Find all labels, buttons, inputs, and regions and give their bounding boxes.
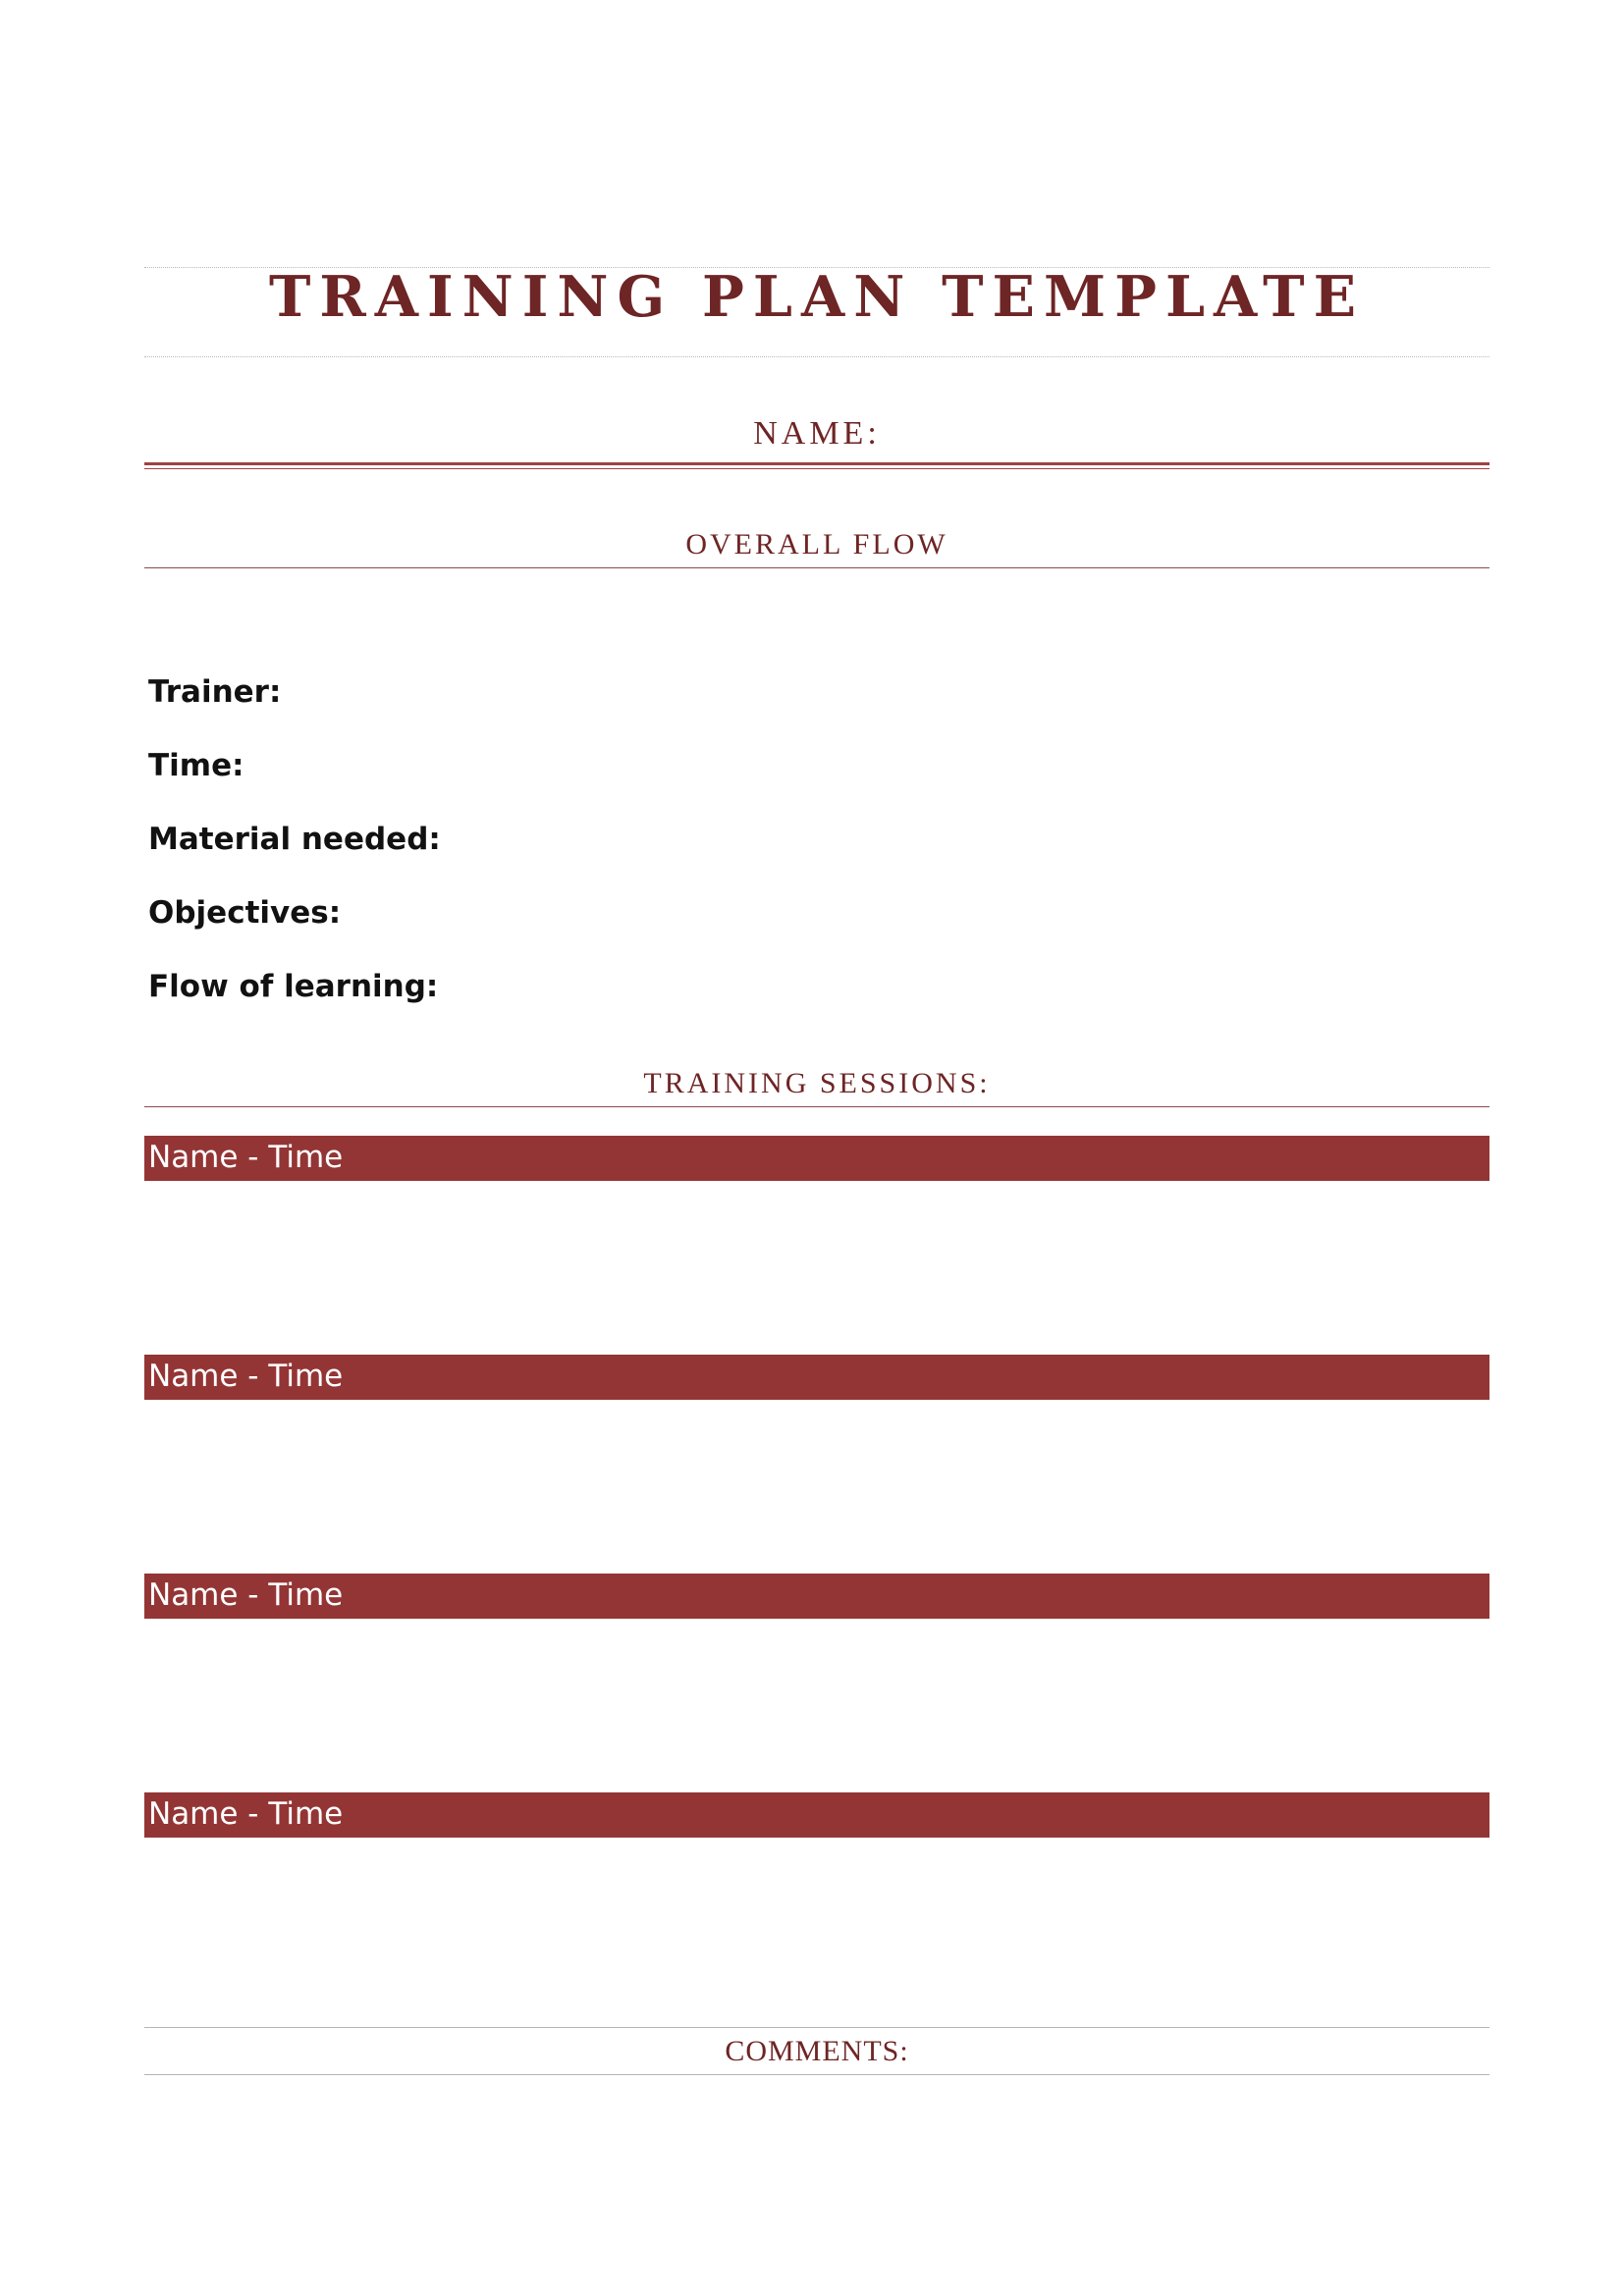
training-sessions-heading: TRAINING SESSIONS: [643, 1067, 991, 1099]
name-heading: NAME: [753, 415, 881, 452]
comments-heading: COMMENTS: [725, 2035, 909, 2067]
session-bar-4 [144, 1792, 1489, 1838]
field-objectives-label: Objectives: [148, 895, 342, 931]
name-double-rule-bottom [144, 468, 1489, 469]
field-time-label: Time: [148, 748, 244, 783]
page-title: TRAINING PLAN TEMPLATE [268, 264, 1366, 330]
field-material-label: Material needed: [148, 822, 441, 857]
session-bar-1 [144, 1136, 1489, 1181]
comments-bottom-rule [144, 2074, 1489, 2075]
title-bottom-rule [144, 356, 1489, 357]
overall-flow-rule [144, 567, 1489, 568]
session-label: Name - Time [148, 1796, 344, 1832]
session-label: Name - Time [148, 1577, 344, 1613]
field-trainer-label: Trainer: [148, 674, 282, 710]
session-bar-2 [144, 1355, 1489, 1400]
overall-flow-heading: OVERALL FLOW [685, 528, 948, 561]
training-sessions-rule [144, 1106, 1489, 1107]
field-flow-label: Flow of learning: [148, 969, 439, 1004]
session-bar-3 [144, 1574, 1489, 1619]
session-label: Name - Time [148, 1359, 344, 1394]
session-label: Name - Time [148, 1140, 344, 1175]
name-double-rule-top [144, 462, 1489, 465]
comments-top-rule [144, 2027, 1489, 2028]
